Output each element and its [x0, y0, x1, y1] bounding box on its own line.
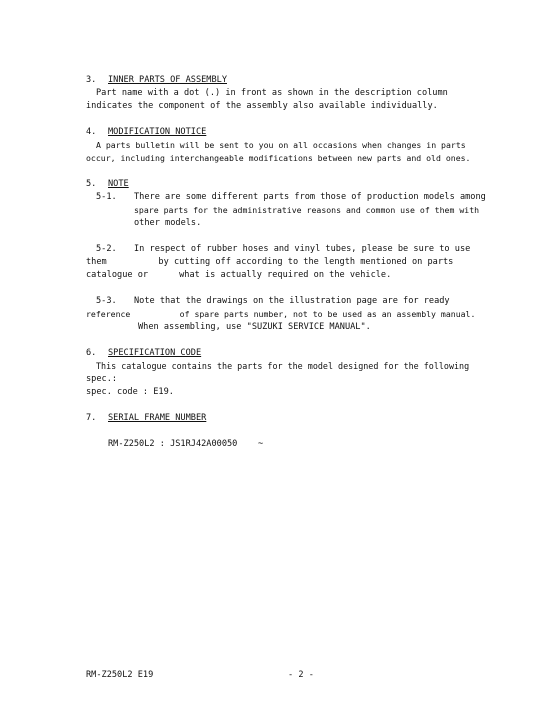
section-number: 3.	[86, 75, 97, 85]
section-serial-frame-number	[86, 412, 478, 451]
note-item-5-1	[86, 191, 486, 204]
section-title: INNER PARTS OF ASSEMBLY	[108, 75, 227, 85]
section-title: SPECIFICATION CODE	[108, 348, 202, 358]
section-heading	[86, 347, 478, 360]
note-item-5-2	[86, 243, 478, 256]
section-inner-parts	[86, 74, 478, 113]
paragraph-line: Part name with a dot (.) in front as shown in the description column	[96, 88, 448, 98]
section-specification-code	[86, 347, 478, 399]
section-number: 6.	[86, 348, 97, 358]
note-item-label: 5-2.	[96, 244, 117, 254]
paragraph-line: spec. code : E19.	[86, 387, 174, 397]
note-item-line: There are some different parts from those of production models among	[134, 192, 486, 202]
note-item-label: 5-1.	[96, 192, 117, 202]
section-number: 7.	[86, 413, 97, 423]
section-title: MODIFICATION NOTICE	[108, 127, 207, 137]
section-title: NOTE	[108, 179, 129, 189]
paragraph-line: spec.:	[86, 374, 118, 384]
paragraph-line: This catalogue contains the parts for the model designed for the following	[96, 361, 470, 371]
section-heading	[86, 412, 478, 425]
footer-model-code: RM-Z250L2 E19	[86, 670, 154, 680]
page-number: - 2 -	[288, 670, 314, 680]
section-heading	[86, 178, 478, 191]
note-item-line: Note that the drawings on the illustration page are for ready	[134, 296, 450, 306]
note-item-5-3	[86, 295, 478, 308]
serial-frame-number: RM-Z250L2 : JS1RJ42A00050 ~	[108, 439, 264, 449]
note-item-line: spare parts for the administrative reasons and common use of them with	[134, 205, 480, 215]
section-modification-notice	[86, 126, 478, 165]
page-footer	[86, 669, 478, 682]
paragraph-line: occur, including interchangeable modifications between new parts and old ones.	[86, 153, 471, 163]
note-item-line: other models.	[134, 218, 202, 228]
note-item-line: catalogue or what is actually required on the vehicle.	[86, 270, 392, 280]
paragraph-line: indicates the component of the assembly also available individually.	[86, 101, 438, 111]
paragraph-line: A parts bulletin will be sent to you on all occasions when changes in parts	[96, 140, 466, 150]
section-heading	[86, 126, 478, 139]
note-item-line: When assembling, use "SUZUKI SERVICE MANUAL".	[138, 322, 371, 332]
section-number: 4.	[86, 127, 97, 137]
section-title: SERIAL FRAME NUMBER	[108, 413, 207, 423]
section-note	[86, 178, 486, 334]
section-number: 5.	[86, 179, 97, 189]
note-item-label: 5-3.	[96, 296, 117, 306]
note-item-line: In respect of rubber hoses and vinyl tubes, please be sure to use	[134, 244, 471, 254]
section-heading	[86, 74, 478, 87]
note-item-line: them by cutting off according to the length mentioned on parts	[86, 257, 454, 267]
note-item-line: reference of spare parts number, not to be used as an assembly manual.	[86, 309, 476, 319]
